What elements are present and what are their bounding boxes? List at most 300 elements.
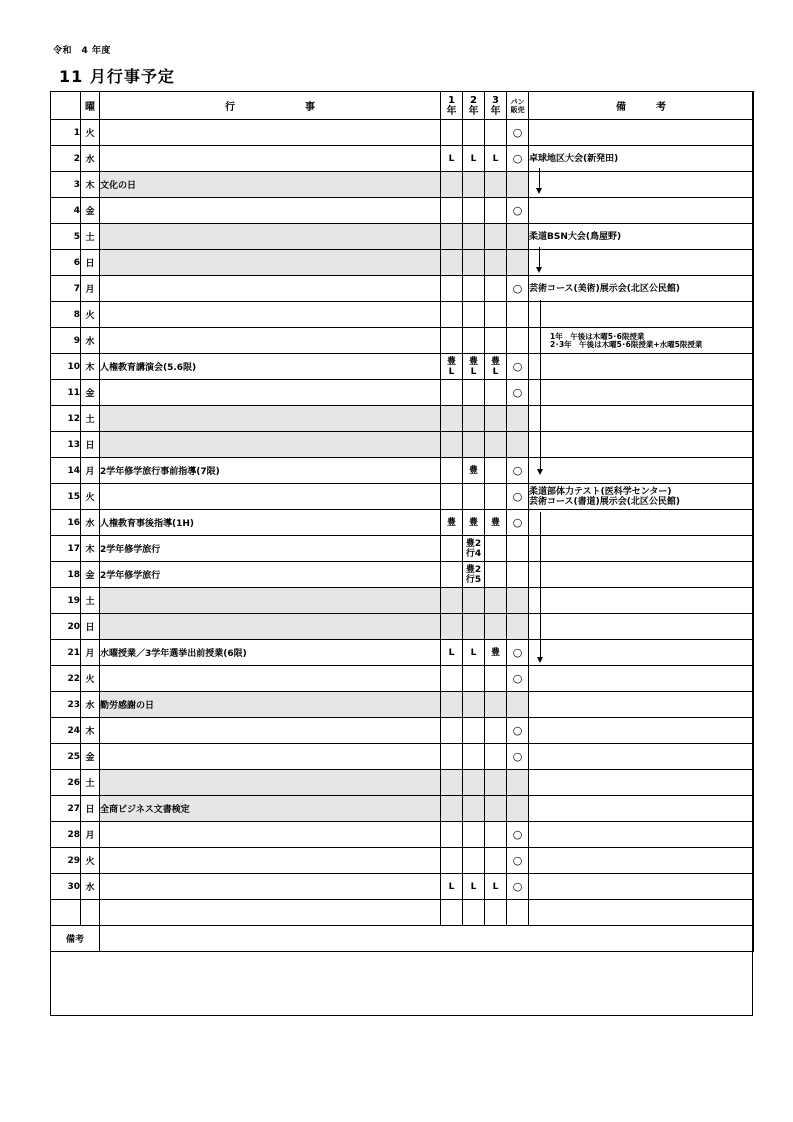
year1-cell bbox=[441, 692, 463, 718]
year1-cell bbox=[441, 744, 463, 770]
bread-sale-cell: ○ bbox=[507, 640, 529, 666]
note-cell bbox=[529, 666, 754, 692]
note-cell: 1年 午後は木曜5･6限授業 2･3年 午後は木曜5･6限授業+水曜5限授業 bbox=[529, 328, 754, 354]
year3-cell bbox=[485, 770, 507, 796]
note-cell bbox=[529, 458, 754, 484]
arrow-line bbox=[540, 512, 541, 657]
event-cell bbox=[100, 328, 441, 354]
year3-cell bbox=[485, 718, 507, 744]
table-row bbox=[51, 172, 754, 198]
year3-cell bbox=[485, 744, 507, 770]
note-cell: 芸術コース(美術)展示会(北区公民館) bbox=[529, 276, 754, 302]
year1-cell bbox=[441, 380, 463, 406]
note-cell bbox=[529, 874, 754, 900]
year3-cell bbox=[485, 380, 507, 406]
note-cell bbox=[529, 406, 754, 432]
header-row bbox=[51, 92, 754, 120]
year3-cell: 豊 L bbox=[485, 354, 507, 380]
note-cell bbox=[529, 562, 754, 588]
year2-cell bbox=[463, 276, 485, 302]
year3-cell bbox=[485, 848, 507, 874]
table-row bbox=[51, 250, 754, 276]
bread-sale-cell: ○ bbox=[507, 848, 529, 874]
note-cell bbox=[529, 796, 754, 822]
event-cell bbox=[100, 770, 441, 796]
bread-sale-cell bbox=[507, 302, 529, 328]
dow-cell: 火 bbox=[81, 848, 100, 874]
table-row bbox=[51, 406, 754, 432]
bread-sale-cell: ○ bbox=[507, 718, 529, 744]
year1-cell: L bbox=[441, 146, 463, 172]
year3-cell bbox=[485, 666, 507, 692]
dow-cell: 土 bbox=[81, 770, 100, 796]
table-row bbox=[51, 796, 754, 822]
day-cell bbox=[51, 900, 81, 926]
header-event: 行 事 bbox=[100, 92, 441, 120]
year3-cell: L bbox=[485, 874, 507, 900]
year1-cell bbox=[441, 588, 463, 614]
table-row bbox=[51, 458, 754, 484]
header-dow: 曜 bbox=[81, 92, 100, 120]
year1-cell bbox=[441, 900, 463, 926]
year2-cell bbox=[463, 822, 485, 848]
bread-sale-cell: ○ bbox=[507, 744, 529, 770]
day-cell: 18 bbox=[51, 562, 81, 588]
day-cell: 16 bbox=[51, 510, 81, 536]
table-row bbox=[51, 874, 754, 900]
table-row bbox=[51, 120, 754, 146]
bread-sale-cell bbox=[507, 562, 529, 588]
header-year-2: 2 年 bbox=[463, 92, 485, 120]
year1-cell bbox=[441, 484, 463, 510]
note-cell bbox=[529, 380, 754, 406]
year2-cell bbox=[463, 302, 485, 328]
note-cell bbox=[529, 848, 754, 874]
day-cell: 10 bbox=[51, 354, 81, 380]
year1-cell bbox=[441, 770, 463, 796]
note-cell bbox=[529, 120, 754, 146]
year2-cell bbox=[463, 848, 485, 874]
dow-cell: 月 bbox=[81, 640, 100, 666]
dow-cell: 水 bbox=[81, 510, 100, 536]
year1-cell bbox=[441, 536, 463, 562]
dow-cell: 土 bbox=[81, 224, 100, 250]
year1-cell bbox=[441, 172, 463, 198]
event-cell bbox=[100, 276, 441, 302]
day-cell: 26 bbox=[51, 770, 81, 796]
note-cell bbox=[529, 432, 754, 458]
note-cell bbox=[529, 744, 754, 770]
year1-cell bbox=[441, 822, 463, 848]
dow-cell: 水 bbox=[81, 874, 100, 900]
table-row bbox=[51, 276, 754, 302]
year1-cell bbox=[441, 406, 463, 432]
header-day bbox=[51, 92, 81, 120]
note-cell: 柔道BSN大会(鳥屋野) bbox=[529, 224, 754, 250]
note-cell bbox=[529, 692, 754, 718]
note-cell: 卓球地区大会(新発田) bbox=[529, 146, 754, 172]
year1-cell: L bbox=[441, 640, 463, 666]
year2-cell bbox=[463, 796, 485, 822]
event-cell bbox=[100, 224, 441, 250]
table-row bbox=[51, 432, 754, 458]
dow-cell: 木 bbox=[81, 172, 100, 198]
bread-sale-cell bbox=[507, 614, 529, 640]
event-cell bbox=[100, 718, 441, 744]
bread-sale-cell: ○ bbox=[507, 510, 529, 536]
dow-cell: 月 bbox=[81, 822, 100, 848]
year3-cell bbox=[485, 224, 507, 250]
note-cell bbox=[529, 614, 754, 640]
bread-sale-cell bbox=[507, 328, 529, 354]
year1-cell bbox=[441, 198, 463, 224]
day-cell: 1 bbox=[51, 120, 81, 146]
year2-cell bbox=[463, 900, 485, 926]
year1-cell bbox=[441, 796, 463, 822]
year1-cell bbox=[441, 562, 463, 588]
day-cell: 5 bbox=[51, 224, 81, 250]
day-cell: 2 bbox=[51, 146, 81, 172]
year2-cell bbox=[463, 744, 485, 770]
arrow-head bbox=[537, 469, 543, 475]
table-row bbox=[51, 692, 754, 718]
year2-cell bbox=[463, 666, 485, 692]
header-notes: 備 考 bbox=[529, 92, 754, 120]
day-cell: 3 bbox=[51, 172, 81, 198]
header-year-3: 3 年 bbox=[485, 92, 507, 120]
year2-cell bbox=[463, 328, 485, 354]
event-cell: 2学年修学旅行 bbox=[100, 562, 441, 588]
bread-sale-cell bbox=[507, 406, 529, 432]
remarks-row bbox=[51, 926, 754, 952]
year2-cell bbox=[463, 484, 485, 510]
dow-cell bbox=[81, 900, 100, 926]
dow-cell: 金 bbox=[81, 198, 100, 224]
bread-sale-cell bbox=[507, 172, 529, 198]
year1-cell bbox=[441, 224, 463, 250]
dow-cell: 木 bbox=[81, 718, 100, 744]
year2-cell: L bbox=[463, 146, 485, 172]
year2-cell bbox=[463, 770, 485, 796]
bread-sale-cell: ○ bbox=[507, 276, 529, 302]
arrow-line bbox=[539, 168, 540, 188]
event-cell: 文化の日 bbox=[100, 172, 441, 198]
year3-cell bbox=[485, 250, 507, 276]
arrow-head bbox=[536, 267, 542, 273]
event-cell bbox=[100, 146, 441, 172]
year3-cell: L bbox=[485, 146, 507, 172]
header-bread-sale: パン 販売 bbox=[507, 92, 529, 120]
table-row bbox=[51, 718, 754, 744]
note-cell bbox=[529, 718, 754, 744]
day-cell: 21 bbox=[51, 640, 81, 666]
table-row bbox=[51, 562, 754, 588]
calendar-body bbox=[51, 120, 754, 926]
dow-cell: 火 bbox=[81, 484, 100, 510]
bread-sale-cell: ○ bbox=[507, 484, 529, 510]
year3-cell bbox=[485, 562, 507, 588]
header-year-1: 1 年 bbox=[441, 92, 463, 120]
year3-cell bbox=[485, 900, 507, 926]
bread-sale-cell bbox=[507, 536, 529, 562]
event-cell: 勤労感謝の日 bbox=[100, 692, 441, 718]
bread-sale-cell: ○ bbox=[507, 120, 529, 146]
note-cell bbox=[529, 536, 754, 562]
table-row bbox=[51, 302, 754, 328]
dow-cell: 金 bbox=[81, 744, 100, 770]
day-cell: 20 bbox=[51, 614, 81, 640]
day-cell: 19 bbox=[51, 588, 81, 614]
arrow-line bbox=[539, 247, 540, 267]
event-cell: 2学年修学旅行 bbox=[100, 536, 441, 562]
dow-cell: 月 bbox=[81, 276, 100, 302]
year3-cell bbox=[485, 172, 507, 198]
note-cell bbox=[529, 302, 754, 328]
event-cell bbox=[100, 432, 441, 458]
event-cell bbox=[100, 406, 441, 432]
table-row bbox=[51, 588, 754, 614]
year1-cell: L bbox=[441, 874, 463, 900]
bread-sale-cell bbox=[507, 900, 529, 926]
year1-cell bbox=[441, 614, 463, 640]
table-row bbox=[51, 848, 754, 874]
table-row bbox=[51, 484, 754, 510]
day-cell: 6 bbox=[51, 250, 81, 276]
note-cell bbox=[529, 172, 754, 198]
event-cell: 水曜授業／3学年選挙出前授業(6限) bbox=[100, 640, 441, 666]
year3-cell bbox=[485, 432, 507, 458]
year3-cell bbox=[485, 536, 507, 562]
event-cell: 全商ビジネス文書検定 bbox=[100, 796, 441, 822]
year2-cell bbox=[463, 380, 485, 406]
bread-sale-cell: ○ bbox=[507, 354, 529, 380]
day-cell: 8 bbox=[51, 302, 81, 328]
event-cell bbox=[100, 666, 441, 692]
arrow-line bbox=[540, 300, 541, 469]
year2-cell bbox=[463, 172, 485, 198]
year3-cell bbox=[485, 276, 507, 302]
year2-cell bbox=[463, 224, 485, 250]
fiscal-year: 令和 4 年度 bbox=[53, 46, 111, 56]
table-row bbox=[51, 900, 754, 926]
year3-cell bbox=[485, 328, 507, 354]
table-row bbox=[51, 744, 754, 770]
table-row bbox=[51, 224, 754, 250]
day-cell: 4 bbox=[51, 198, 81, 224]
year1-cell: 豊 bbox=[441, 510, 463, 536]
bread-sale-cell: ○ bbox=[507, 458, 529, 484]
year2-cell: 豊 L bbox=[463, 354, 485, 380]
year3-cell bbox=[485, 406, 507, 432]
dow-cell: 水 bbox=[81, 146, 100, 172]
note-cell bbox=[529, 354, 754, 380]
year2-cell bbox=[463, 588, 485, 614]
year1-cell bbox=[441, 666, 463, 692]
table-row bbox=[51, 666, 754, 692]
table-row bbox=[51, 822, 754, 848]
dow-cell: 木 bbox=[81, 354, 100, 380]
year2-cell bbox=[463, 120, 485, 146]
dow-cell: 金 bbox=[81, 562, 100, 588]
year3-cell bbox=[485, 796, 507, 822]
year1-cell bbox=[441, 276, 463, 302]
event-cell bbox=[100, 380, 441, 406]
dow-cell: 日 bbox=[81, 796, 100, 822]
year2-cell: 豊 bbox=[463, 510, 485, 536]
year2-cell bbox=[463, 692, 485, 718]
year3-cell bbox=[485, 458, 507, 484]
year1-cell bbox=[441, 302, 463, 328]
bread-sale-cell bbox=[507, 588, 529, 614]
page-title: 11 月行事予定 bbox=[59, 67, 175, 86]
arrow-head bbox=[536, 188, 542, 194]
year3-cell bbox=[485, 588, 507, 614]
note-cell bbox=[529, 510, 754, 536]
day-cell: 12 bbox=[51, 406, 81, 432]
bread-sale-cell bbox=[507, 796, 529, 822]
table-row bbox=[51, 536, 754, 562]
event-cell bbox=[100, 484, 441, 510]
day-cell: 28 bbox=[51, 822, 81, 848]
day-cell: 14 bbox=[51, 458, 81, 484]
bread-sale-cell: ○ bbox=[507, 822, 529, 848]
remarks-area bbox=[100, 926, 754, 952]
bread-sale-cell: ○ bbox=[507, 666, 529, 692]
event-cell bbox=[100, 900, 441, 926]
year3-cell bbox=[485, 302, 507, 328]
table-row bbox=[51, 354, 754, 380]
day-cell: 29 bbox=[51, 848, 81, 874]
event-cell: 人権教育事後指導(1H) bbox=[100, 510, 441, 536]
dow-cell: 土 bbox=[81, 588, 100, 614]
year2-cell: L bbox=[463, 874, 485, 900]
day-cell: 24 bbox=[51, 718, 81, 744]
dow-cell: 火 bbox=[81, 302, 100, 328]
year1-cell bbox=[441, 120, 463, 146]
bread-sale-cell bbox=[507, 770, 529, 796]
dow-cell: 水 bbox=[81, 328, 100, 354]
note-cell bbox=[529, 640, 754, 666]
year1-cell: 豊 L bbox=[441, 354, 463, 380]
table-row bbox=[51, 328, 754, 354]
remarks-label: 備考 bbox=[51, 926, 100, 952]
year1-cell bbox=[441, 848, 463, 874]
year1-cell bbox=[441, 328, 463, 354]
bread-sale-cell: ○ bbox=[507, 146, 529, 172]
year2-cell bbox=[463, 198, 485, 224]
year2-cell bbox=[463, 718, 485, 744]
arrow-head bbox=[537, 657, 543, 663]
year3-cell: 豊 bbox=[485, 640, 507, 666]
table-row bbox=[51, 380, 754, 406]
event-cell bbox=[100, 614, 441, 640]
day-cell: 13 bbox=[51, 432, 81, 458]
note-cell bbox=[529, 770, 754, 796]
year3-cell bbox=[485, 198, 507, 224]
day-cell: 17 bbox=[51, 536, 81, 562]
year2-cell bbox=[463, 406, 485, 432]
day-cell: 11 bbox=[51, 380, 81, 406]
table-row bbox=[51, 510, 754, 536]
bread-sale-cell: ○ bbox=[507, 380, 529, 406]
year2-cell bbox=[463, 250, 485, 276]
event-cell bbox=[100, 822, 441, 848]
event-cell bbox=[100, 588, 441, 614]
bread-sale-cell bbox=[507, 692, 529, 718]
year3-cell: 豊 bbox=[485, 510, 507, 536]
year2-cell: 豊2 行5 bbox=[463, 562, 485, 588]
year3-cell bbox=[485, 120, 507, 146]
year3-cell bbox=[485, 822, 507, 848]
day-cell: 15 bbox=[51, 484, 81, 510]
year1-cell bbox=[441, 718, 463, 744]
bread-sale-cell bbox=[507, 224, 529, 250]
year2-cell bbox=[463, 614, 485, 640]
bread-sale-cell: ○ bbox=[507, 874, 529, 900]
dow-cell: 日 bbox=[81, 432, 100, 458]
day-cell: 30 bbox=[51, 874, 81, 900]
table-row bbox=[51, 640, 754, 666]
event-cell: 2学年修学旅行事前指導(7限) bbox=[100, 458, 441, 484]
dow-cell: 火 bbox=[81, 666, 100, 692]
note-cell bbox=[529, 822, 754, 848]
year2-cell: L bbox=[463, 640, 485, 666]
dow-cell: 土 bbox=[81, 406, 100, 432]
year2-cell: 豊2 行4 bbox=[463, 536, 485, 562]
event-cell bbox=[100, 744, 441, 770]
year3-cell bbox=[485, 614, 507, 640]
table-row bbox=[51, 614, 754, 640]
year3-cell bbox=[485, 484, 507, 510]
note-cell bbox=[529, 250, 754, 276]
year3-cell bbox=[485, 692, 507, 718]
note-cell bbox=[529, 588, 754, 614]
year2-cell bbox=[463, 432, 485, 458]
day-cell: 22 bbox=[51, 666, 81, 692]
year1-cell bbox=[441, 250, 463, 276]
dow-cell: 日 bbox=[81, 614, 100, 640]
day-cell: 23 bbox=[51, 692, 81, 718]
table-row bbox=[51, 198, 754, 224]
dow-cell: 木 bbox=[81, 536, 100, 562]
day-cell: 7 bbox=[51, 276, 81, 302]
event-cell bbox=[100, 250, 441, 276]
dow-cell: 月 bbox=[81, 458, 100, 484]
dow-cell: 金 bbox=[81, 380, 100, 406]
event-cell: 人権教育講演会(5.6限) bbox=[100, 354, 441, 380]
event-calendar-table bbox=[50, 91, 754, 952]
day-cell: 25 bbox=[51, 744, 81, 770]
bread-sale-cell: ○ bbox=[507, 198, 529, 224]
year1-cell bbox=[441, 458, 463, 484]
table-row bbox=[51, 770, 754, 796]
event-cell bbox=[100, 874, 441, 900]
note-cell: 柔道部体力テスト(医科学センター) 芸術コース(書道)展示会(北区公民館) bbox=[529, 484, 754, 510]
day-cell: 9 bbox=[51, 328, 81, 354]
event-cell bbox=[100, 120, 441, 146]
year2-cell: 豊 bbox=[463, 458, 485, 484]
event-cell bbox=[100, 302, 441, 328]
event-cell bbox=[100, 198, 441, 224]
dow-cell: 日 bbox=[81, 250, 100, 276]
event-cell bbox=[100, 848, 441, 874]
dow-cell: 水 bbox=[81, 692, 100, 718]
table-row bbox=[51, 146, 754, 172]
day-cell: 27 bbox=[51, 796, 81, 822]
note-cell bbox=[529, 900, 754, 926]
note-cell bbox=[529, 198, 754, 224]
year1-cell bbox=[441, 432, 463, 458]
